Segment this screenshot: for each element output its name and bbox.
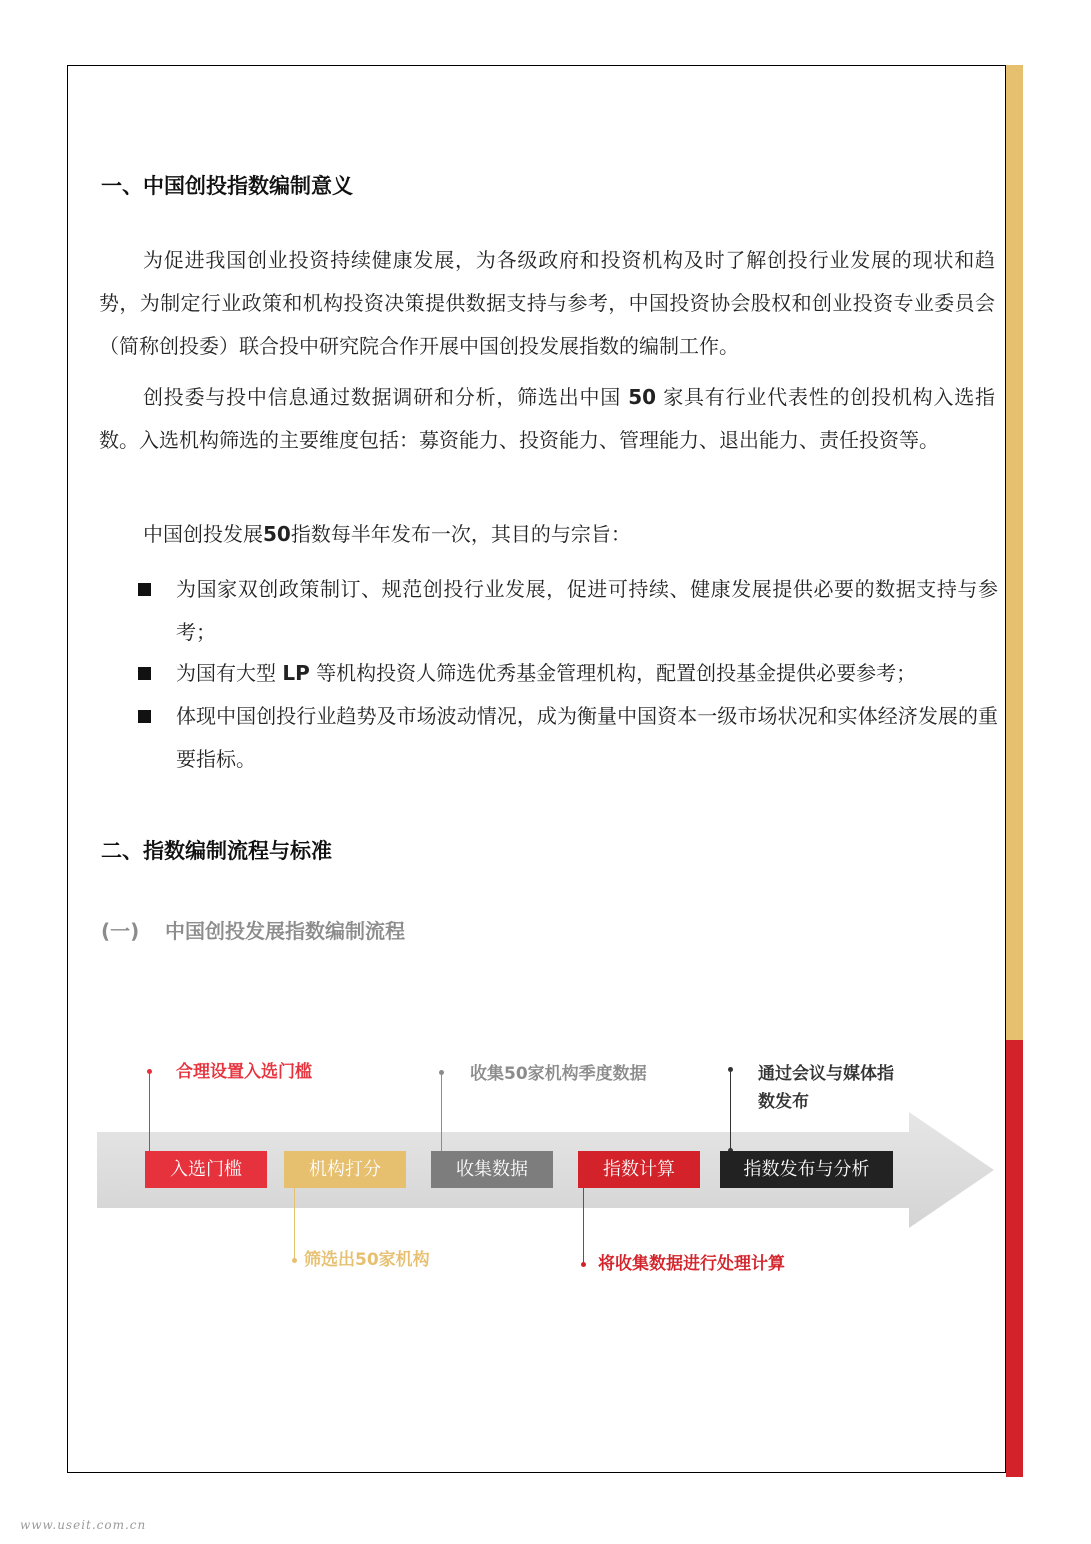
connector-line — [730, 1070, 731, 1152]
section1-para1: 为促进我国创业投资持续健康发展，为各级政府和投资机构及时了解创投行业发展的现状和趋势，为制定行业政策和机构投资决策提供数据支持与参考，中国投资协会股权和创业投资专业委员会（简称创投委）联合投中研究院合作开展中国创投发展指数的编制工作。 — [99, 248, 995, 358]
connector-line — [149, 1072, 150, 1154]
section1-para3: 中国创投发展50指数每半年发布一次，其目的与宗旨： — [143, 522, 631, 546]
flow-label: 将收集数据进行处理计算 — [598, 1254, 785, 1274]
flow-step: 收集数据 — [431, 1151, 553, 1188]
flow-diagram — [0, 1040, 1091, 1300]
connector-dot — [728, 1067, 733, 1072]
connector-dot — [581, 1262, 586, 1267]
bullet-square-icon — [138, 667, 151, 680]
flow-step: 指数发布与分析 — [720, 1151, 893, 1188]
bullet-square-icon — [138, 583, 151, 596]
flow-label: 通过会议与媒体指 数发布 — [758, 1064, 894, 1112]
connector-line — [441, 1073, 442, 1155]
connector-line — [583, 1188, 584, 1264]
connector-dot — [292, 1258, 297, 1263]
flow-step: 指数计算 — [578, 1151, 700, 1188]
flow-step: 入选门槛 — [145, 1151, 267, 1188]
flow-label: 收集50家机构季度数据 — [470, 1064, 647, 1084]
connector-dot — [147, 1069, 152, 1074]
bullet-item: 为国有大型 LP 等机构投资人筛选优秀基金管理机构，配置创投基金提供必要参考； — [138, 652, 998, 695]
section1-title: 一、中国创投指数编制意义 — [101, 174, 353, 198]
section2-title: 二、指数编制流程与标准 — [101, 839, 332, 863]
connector-line — [294, 1188, 295, 1260]
section1-para2: 创投委与投中信息通过数据调研和分析，筛选出中国 50 家具有行业代表性的创投机构入选指数。入选机构筛选的主要维度包括：募资能力、投资能力、管理能力、退出能力、责任投资等。 — [99, 385, 996, 452]
watermark: www.useit.com.cn — [20, 1518, 147, 1532]
bullet-item: 为国家双创政策制订、规范创投行业发展，促进可持续、健康发展提供必要的数据支持与参考； — [138, 568, 998, 654]
flow-label: 筛选出50家机构 — [304, 1250, 430, 1270]
side-bar-gold — [1006, 65, 1023, 1040]
flow-step: 机构打分 — [284, 1151, 406, 1188]
bullet-item: 体现中国创投行业趋势及市场波动情况，成为衡量中国资本一级市场状况和实体经济发展的重要指标。 — [138, 695, 998, 781]
connector-dot — [439, 1070, 444, 1075]
bullet-square-icon — [138, 710, 151, 723]
section2-subtitle: (一) 中国创投发展指数编制流程 — [101, 919, 405, 943]
flow-label: 合理设置入选门槛 — [176, 1062, 312, 1082]
